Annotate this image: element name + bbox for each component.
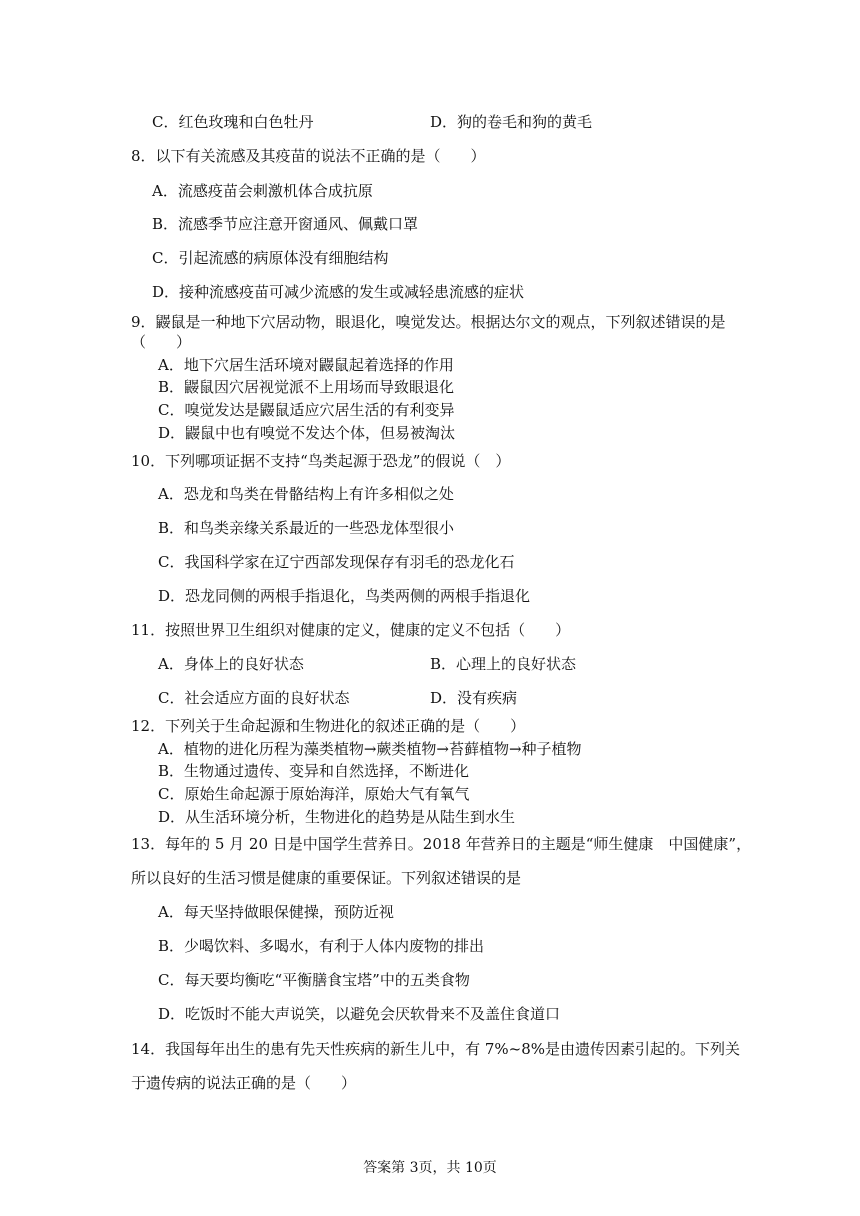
q9-option-b: B．鼹鼠因穴居视觉派不上用场而导致眼退化 — [158, 378, 455, 396]
q13-option-a: A．每天坚持做眼保健操，预防近视 — [158, 903, 394, 921]
q13-stem-line2: 所以良好的生活习惯是健康的重要保证。下列叙述错误的是 — [131, 869, 522, 887]
q10-option-d: D．恐龙同侧的两根手指退化，鸟类两侧的两根手指退化 — [158, 587, 531, 605]
q7-option-d: D．狗的卷毛和狗的黄毛 — [430, 113, 593, 131]
q13-option-c: C．每天要均衡吃“平衡膳食宝塔”中的五类食物 — [158, 971, 470, 989]
q11-option-a: A．身体上的良好状态 — [158, 655, 304, 673]
q10-option-b: B．和鸟类亲缘关系最近的一些恐龙体型很小 — [158, 519, 455, 537]
q11-option-d: D．没有疾病 — [430, 689, 518, 707]
q8-option-b: B．流感季节应注意开窗通风、佩戴口罩 — [152, 215, 419, 233]
q12-option-d: D．从生活环境分析，生物进化的趋势是从陆生到水生 — [158, 808, 516, 826]
q7-option-c: C．红色玫瑰和白色牡丹 — [152, 113, 314, 131]
q8-option-c: C．引起流感的病原体没有细胞结构 — [152, 249, 389, 267]
q13-option-b: B．少喝饮料、多喝水，有利于人体内废物的排出 — [158, 937, 485, 955]
q8-option-a: A．流感疫苗会刺激机体合成抗原 — [152, 182, 373, 200]
page-footer: 答案第 3页，共 10页 — [363, 1160, 497, 1176]
q10-option-a: A．恐龙和鸟类在骨骼结构上有许多相似之处 — [158, 485, 454, 503]
q13-stem-line1: 13．每年的 5 月 20 日是中国学生营养日。2018 年营养日的主题是“师生健康 中国健康”， — [131, 835, 752, 853]
q14-stem-line2: 于遗传病的说法正确的是（ ） — [131, 1074, 357, 1092]
q9-stem-line1: 9．鼹鼠是一种地下穴居动物，眼退化，嗅觉发达。根据达尔文的观点，下列叙述错误的是 — [131, 313, 726, 331]
q9-option-a: A．地下穴居生活环境对鼹鼠起着选择的作用 — [158, 356, 454, 374]
q10-option-c: C．我国科学家在辽宁西部发现保存有羽毛的恐龙化石 — [158, 553, 515, 571]
q11-option-b: B．心理上的良好状态 — [430, 655, 577, 673]
q11-option-c: C．社会适应方面的良好状态 — [158, 689, 350, 707]
q9-option-d: D．鼹鼠中也有嗅觉不发达个体，但易被淘汰 — [158, 424, 456, 442]
q8-option-d: D．接种流感疫苗可减少流感的发生或减轻患流感的症状 — [152, 283, 525, 301]
q12-stem: 12．下列关于生命起源和生物进化的叙述正确的是（ ） — [131, 717, 526, 735]
q12-option-a: A．植物的进化历程为藻类植物→蕨类植物→苔藓植物→种子植物 — [158, 740, 582, 758]
q8-stem: 8．以下有关流感及其疫苗的说法不正确的是（ ） — [131, 147, 486, 165]
q9-option-c: C．嗅觉发达是鼹鼠适应穴居生活的有利变异 — [158, 401, 455, 419]
q10-stem: 10．下列哪项证据不支持“鸟类起源于恐龙”的假说（ ） — [131, 452, 511, 470]
q14-stem-line1: 14．我国每年出生的患有先天性疾病的新生儿中，有 7%~8%是由遗传因素引起的。下列关 — [131, 1040, 741, 1058]
q11-stem: 11．按照世界卫生组织对健康的定义，健康的定义不包括（ ） — [131, 621, 571, 639]
q12-option-c: C．原始生命起源于原始海洋，原始大气有氧气 — [158, 785, 470, 803]
q13-option-d: D．吃饭时不能大声说笑，以避免会厌软骨来不及盖住食道口 — [158, 1005, 561, 1023]
q12-option-b: B．生物通过遗传、变异和自然选择，不断进化 — [158, 762, 470, 780]
q9-stem-line2: （ ） — [131, 333, 192, 351]
